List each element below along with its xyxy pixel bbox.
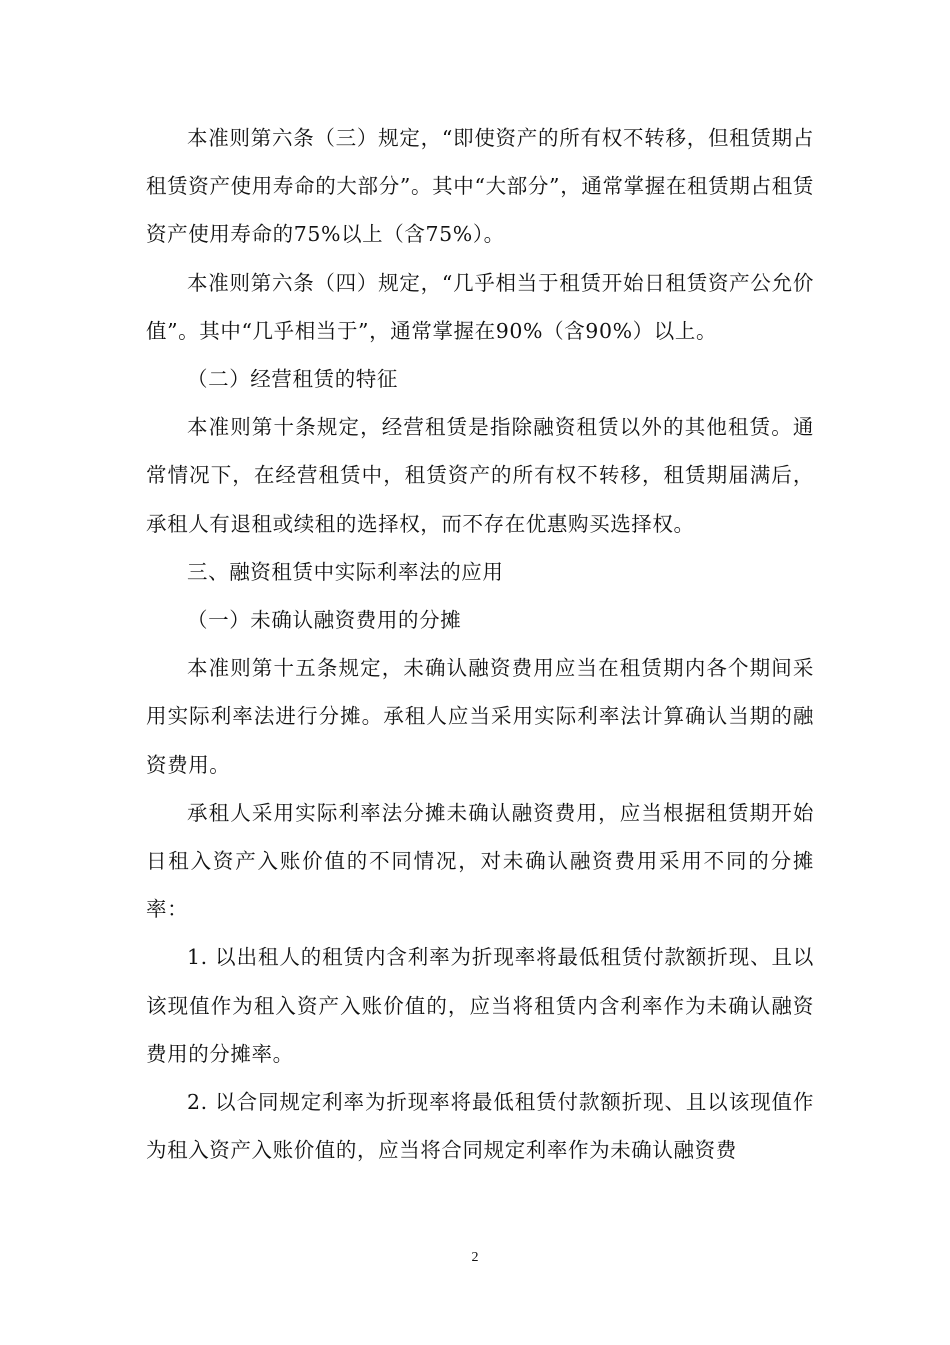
paragraph-operating-lease: 本准则第十条规定，经营租赁是指除融资租赁以外的其他租赁。通常情况下，在经营租赁中，租赁资产的所有权不转移，租赁期届满后，承租人有退租或续租的选择权，而不存在优惠购买选择权。	[146, 415, 814, 536]
paragraph-allocation-rates: 承租人采用实际利率法分摊未确认融资费用，应当根据租赁期开始日租入资产入账价值的不同情况，对未确认融资费用采用不同的分摊率：	[146, 800, 814, 922]
body-text	[146, 114, 814, 1174]
paragraph-article-fifteen: 本准则第十五条规定，未确认融资费用应当在租赁期内各个期间采用实际利率法进行分摊。承租人应当采用实际利率法计算确认当期的融资费用。	[146, 656, 814, 777]
heading-section-three: 三、融资租赁中实际利率法的应用	[187, 559, 504, 584]
list-item-1: 1. 以出租人的租赁内含利率为折现率将最低租赁付款额折现、且以该现值作为租入资产入账价值的，应当将租赁内含利率作为未确认融资费用的分摊率。	[146, 945, 814, 1066]
list-item-2: 2. 以合同规定利率为折现率将最低租赁付款额折现、且以该现值作为租入资产入账价值的，应当将合同规定利率作为未确认融资费	[146, 1090, 814, 1163]
paragraph-fair-value: 本准则第六条（四）规定，“几乎相当于租赁开始日租赁资产公允价值”。其中“几乎相当于”，通常掌握在90%（含90%）以上。	[146, 270, 814, 343]
paragraph-lease-term: 本准则第六条（三）规定，“即使资产的所有权不转移，但租赁期占租赁资产使用寿命的大部分”。其中“大部分”，通常掌握在租赁期占租赁资产使用寿命的75%以上（含75%）。	[146, 126, 814, 247]
heading-operating-lease: （二）经营租赁的特征	[187, 367, 398, 392]
heading-unrecognized-finance-cost: （一）未确认融资费用的分摊	[187, 608, 462, 633]
page-number: 2	[471, 1250, 479, 1265]
